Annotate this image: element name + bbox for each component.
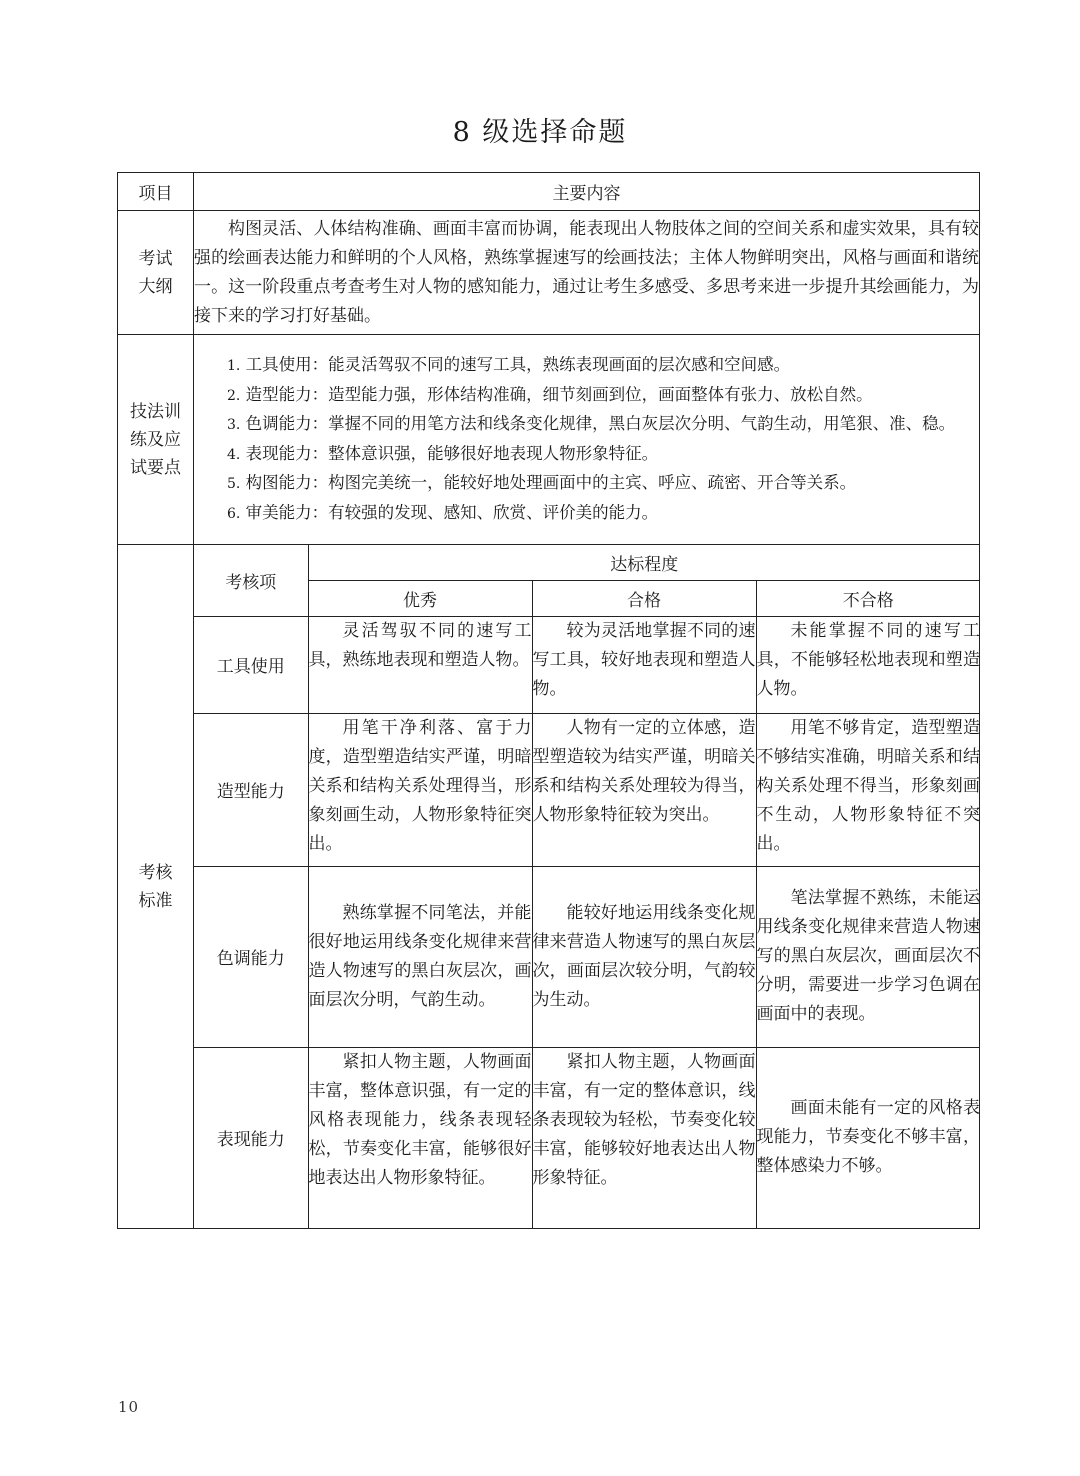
- table-header-row: [118, 173, 980, 211]
- excellent-cell: 灵活驾驭不同的速写工具，熟练地表现和塑造人物。: [308, 616, 532, 713]
- fail-cell: 画面未能有一定的风格表现能力，节奏变化不够丰富，整体感染力不够。: [756, 1047, 980, 1228]
- item-name: 表现能力: [194, 1047, 308, 1228]
- item-header: 考核项: [194, 545, 308, 616]
- page-number: 10: [118, 1398, 140, 1416]
- exam-table: [117, 172, 980, 1229]
- list-item: 4. 表现能力：整体意识强，能够很好地表现人物形象特征。: [227, 443, 659, 463]
- fail-cell: 笔法掌握不熟练，未能运用线条变化规律来营造人物速写的黑白灰层次，画面层次不分明，需要进一步学习色调在画面中的表现。: [756, 866, 980, 1047]
- pass-cell: 较为灵活地掌握不同的速写工具，较好地表现和塑造人物。: [532, 616, 756, 713]
- pass-cell: 能较好地运用线条变化规律来营造人物速写的黑白灰层次，画面层次较分明，气韵较为生动。: [532, 866, 756, 1047]
- grade-fail: 不合格: [756, 580, 980, 616]
- header-item: 项目: [118, 173, 194, 211]
- fail-cell: 未能掌握不同的速写工具，不能够轻松地表现和塑造人物。: [756, 616, 980, 713]
- list-item: 3. 色调能力：掌握不同的用笔方法和线条变化规律，黑白灰层次分明、气韵生动，用笔狠、准、稳。: [227, 414, 956, 433]
- excellent-cell: 熟练掌握不同笔法，并能很好地运用线条变化规律来营造人物速写的黑白灰层次，画面层次分明，气韵生动。: [308, 866, 532, 1047]
- list-item: 1. 工具使用：能灵活驾驭不同的速写工具，熟练表现画面的层次感和空间感。: [227, 355, 791, 374]
- standards-cell: [194, 545, 980, 1229]
- pass-cell: 人物有一定的立体感，造型塑造较为结实严谨，明暗关系和结构关系处理较为得当，人物形象特征较为突出。: [532, 713, 756, 866]
- fail-cell: 用笔不够肯定，造型塑造不够结实准确，明暗关系和结构关系处理不得当，形象刻画不生动，人物形象特征不突出。: [756, 713, 980, 866]
- excellent-cell: 紧扣人物主题，人物画面丰富，整体意识强，有一定的风格表现能力，线条表现轻松，节奏变化丰富，能够很好地表达出人物形象特征。: [308, 1047, 532, 1228]
- list-item: 2. 造型能力：造型能力强，形体结构准确，细节刻画到位，画面整体有张力、放松自然。: [227, 384, 873, 404]
- grade-pass: 合格: [532, 580, 756, 616]
- pass-cell: 紧扣人物主题，人物画面丰富，有一定的整体意识，线条表现较为轻松，节奏变化较丰富，能够较好地表达出人物形象特征。: [532, 1047, 756, 1228]
- level-header: 达标程度: [308, 545, 980, 580]
- table-row: [194, 866, 980, 1047]
- grade-excellent: 优秀: [308, 580, 532, 616]
- skills-label: 技法训 练及应 试要点: [118, 335, 194, 545]
- table-row: [194, 713, 980, 866]
- table-row: [194, 616, 980, 713]
- list-item: 6. 审美能力：有较强的发现、感知、欣赏、评价美的能力。: [227, 502, 659, 522]
- outline-text: 构图灵活、人体结构准确、画面丰富而协调，能表现出人物肢体之间的空间关系和虚实效果，具有较强的绘画表达能力和鲜明的个人风格，熟练掌握速写的绘画技法；主体人物鲜明突出，风格与画面和谐统一。这一阶段重点考查考生对人物的感知能力，通过让考生多感受、多思考来进一步提升其绘画能力，为接下来的学习打好基础。: [194, 211, 980, 335]
- outline-label: 考试 大纲: [118, 211, 194, 335]
- item-name: 造型能力: [194, 713, 308, 866]
- standards-row: [118, 545, 980, 1229]
- skills-list: [194, 335, 980, 545]
- header-content: 主要内容: [194, 173, 980, 211]
- list-item: 5. 构图能力：构图完美统一，能较好地处理画面中的主宾、呼应、疏密、开合等关系。: [227, 473, 857, 492]
- table-row: [194, 1047, 980, 1228]
- excellent-cell: 用笔干净利落、富于力度，造型塑造结实严谨，明暗关系和结构关系处理得当，形象刻画生动，人物形象特征突出。: [308, 713, 532, 866]
- skills-row: [118, 335, 980, 545]
- page-title: 8 级选择命题: [452, 117, 628, 148]
- standards-label: 考核 标准: [118, 545, 194, 1229]
- item-name: 工具使用: [194, 616, 308, 713]
- item-name: 色调能力: [194, 866, 308, 1047]
- standards-table: [194, 545, 980, 1228]
- outline-row: [118, 211, 980, 335]
